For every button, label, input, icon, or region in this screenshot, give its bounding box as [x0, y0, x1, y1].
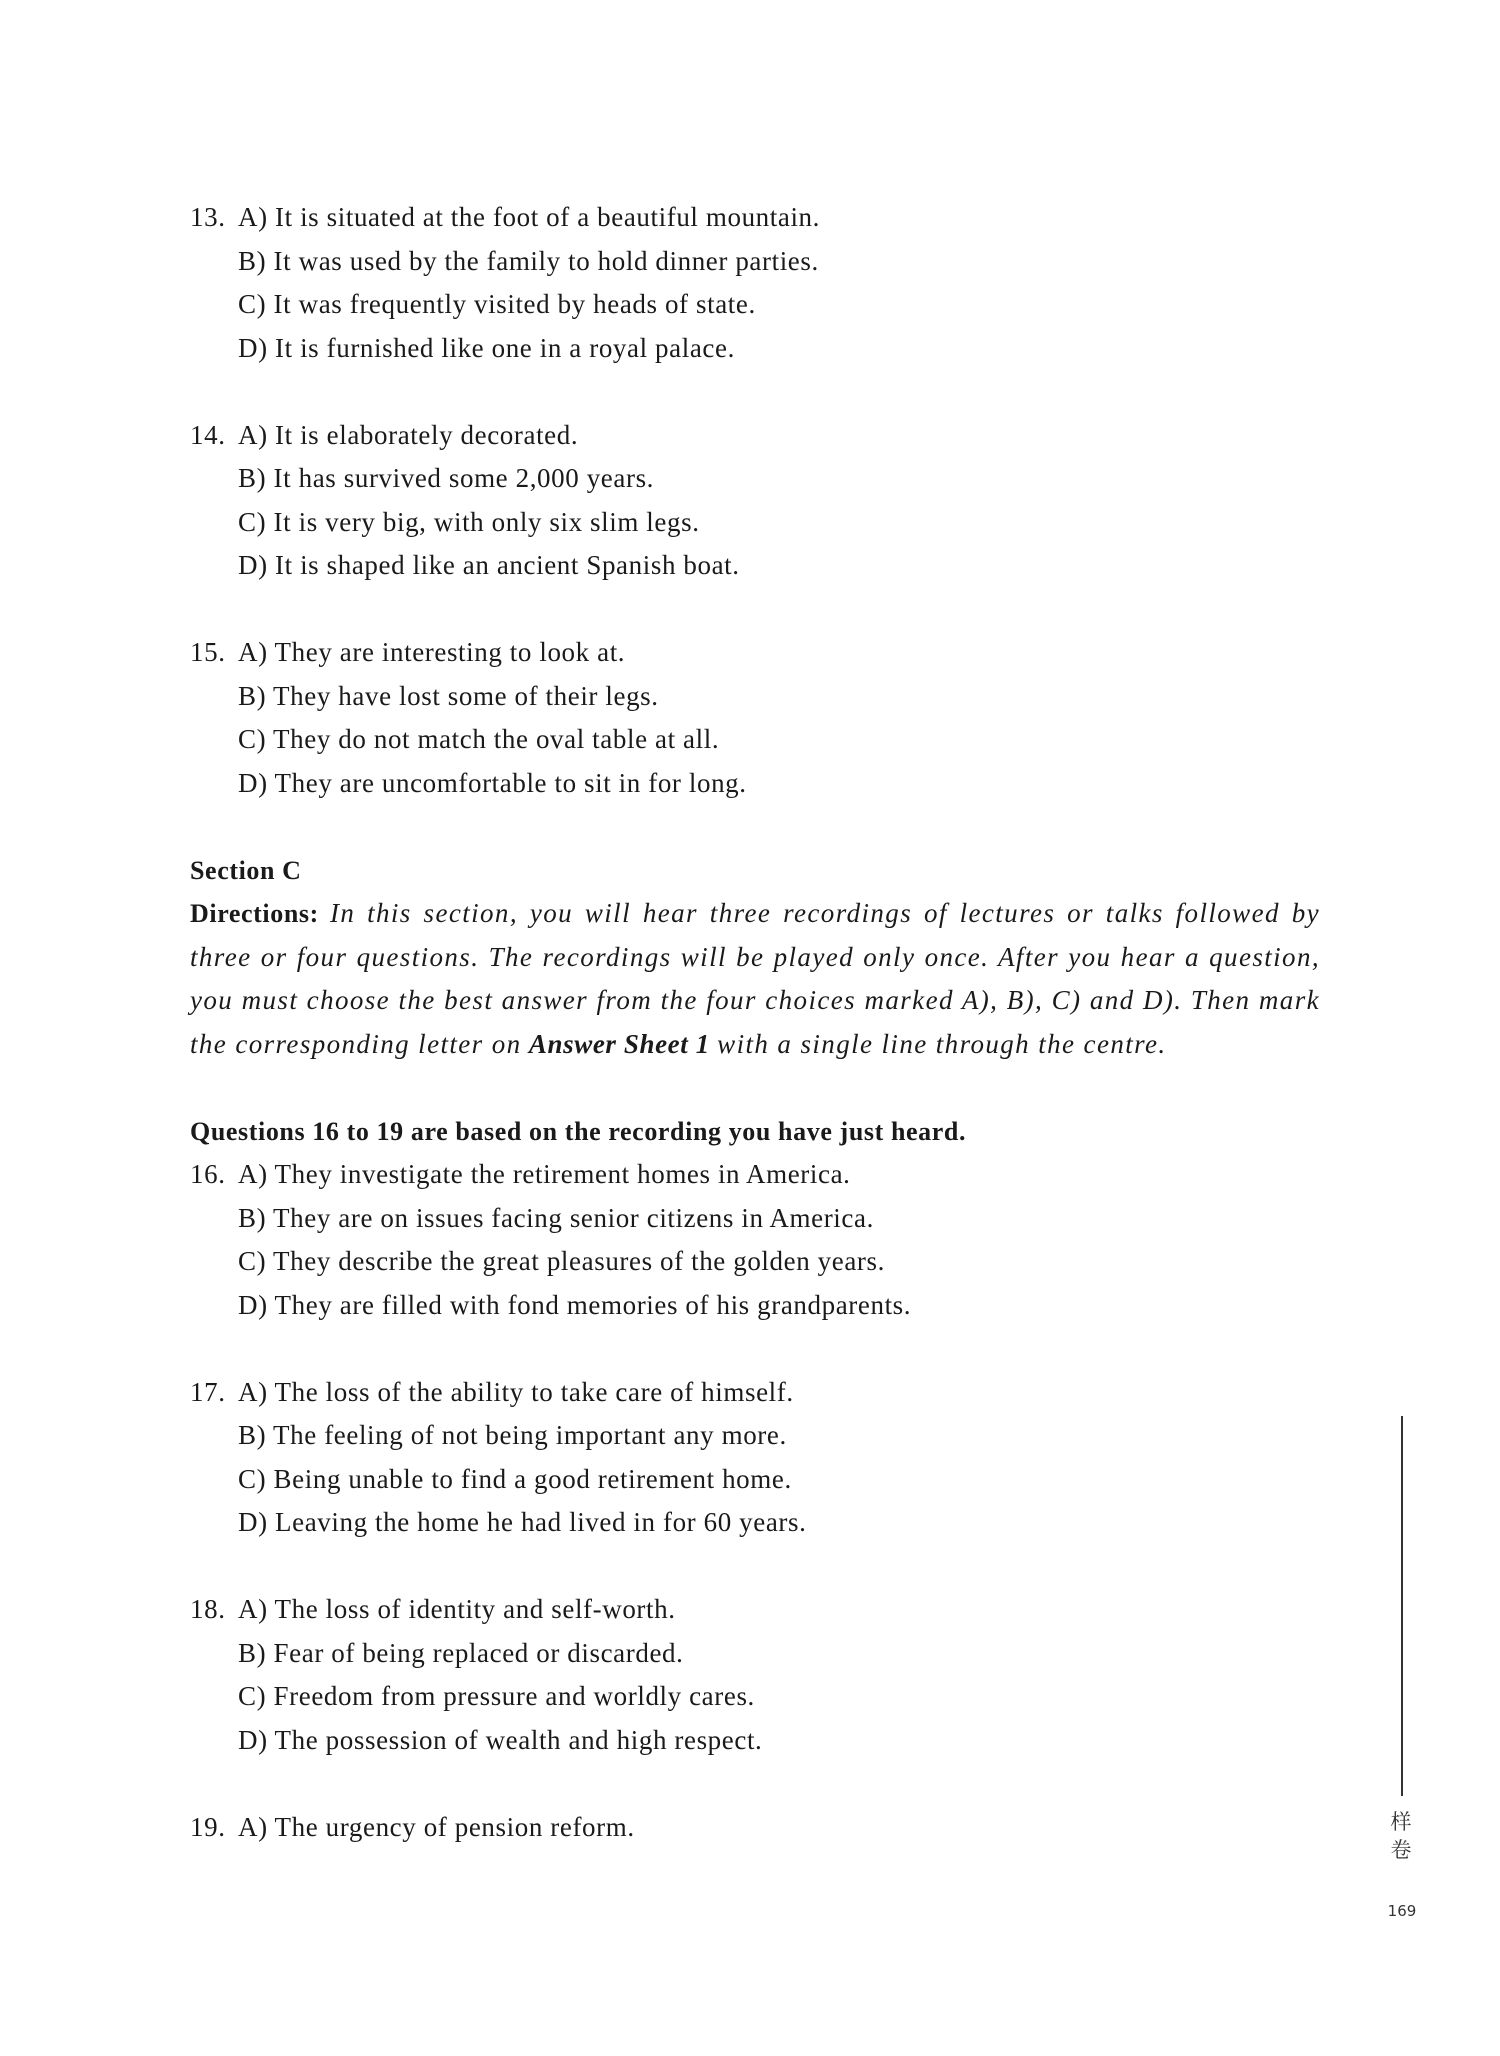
question-line: [190, 414, 1320, 458]
option-a: A) It is situated at the foot of a beautiful mountain.: [238, 202, 821, 232]
option-b: B) Fear of being replaced or discarded.: [238, 1637, 684, 1668]
directions-text-2: with a single line through the centre.: [717, 1028, 1167, 1059]
question-19: [190, 1806, 1320, 1850]
option-d: D) They are filled with fond memories of his grandparents.: [238, 1289, 912, 1320]
question-number: 14.: [190, 419, 226, 450]
option-c: C) It was frequently visited by heads of state.: [238, 289, 756, 319]
option-a: A) It is elaborately decorated.: [238, 419, 579, 450]
question-line: [190, 196, 1320, 240]
directions-text-1: In this section, you will hear three recordings of lectures or talks followed by three or four questions. The recordings will be played only once. After you hear a question, you must choose the best answer from the four choices marked A), B), C) and D). Then mark the corresponding letter on: [190, 898, 1320, 1059]
question-number: 18.: [190, 1594, 226, 1624]
question-line: [190, 631, 1320, 675]
option-d: D) Leaving the home he had lived in for 60 years.: [238, 1507, 807, 1537]
option-c: C) Freedom from pressure and worldly cares.: [238, 1681, 755, 1711]
question-line: [190, 1806, 1320, 1850]
option-d: D) They are uncomfortable to sit in for long.: [238, 767, 747, 798]
option-b: B) It has survived some 2,000 years.: [238, 463, 655, 493]
option-b: B) It was used by the family to hold dinner parties.: [238, 245, 819, 276]
side-label-char: 卷: [1390, 1838, 1412, 1862]
option-a: A) They investigate the retirement homes in America.: [238, 1159, 851, 1189]
option-c: C) Being unable to find a good retirement home.: [238, 1463, 792, 1494]
option-c: C) It is very big, with only six slim legs.: [238, 506, 700, 537]
question-15: [190, 631, 1320, 805]
option-a: A) The loss of identity and self-worth.: [238, 1594, 676, 1624]
option-b: B) They are on issues facing senior citizens in America.: [238, 1202, 874, 1233]
question-16: [190, 1153, 1320, 1327]
question-number: 15.: [190, 637, 226, 667]
side-label-char: 样: [1390, 1810, 1412, 1834]
page-content: [190, 196, 1320, 1893]
option-c: C) They do not match the oval table at all.: [238, 724, 720, 754]
question-13: [190, 196, 1320, 370]
directions-paragraph: [190, 892, 1320, 1066]
directions-label: Directions:: [190, 899, 319, 928]
question-line: [190, 1588, 1320, 1632]
question-line: [190, 1371, 1320, 1415]
question-18: [190, 1588, 1320, 1762]
option-d: D) It is shaped like an ancient Spanish boat.: [238, 550, 740, 580]
question-14: [190, 414, 1320, 588]
question-line: [190, 1153, 1320, 1197]
sample-paper-label: [1385, 1808, 1417, 1864]
option-b: B) The feeling of not being important any more.: [238, 1420, 787, 1450]
option-a: A) The urgency of pension reform.: [238, 1811, 635, 1842]
page-number: 169: [1387, 1902, 1417, 1920]
option-b: B) They have lost some of their legs.: [238, 680, 659, 711]
section-c-title: Section C: [190, 855, 302, 885]
option-a: A) They are interesting to look at.: [238, 637, 626, 667]
option-d: D) The possession of wealth and high respect.: [238, 1724, 763, 1755]
question-number: 16.: [190, 1159, 226, 1189]
question-17: [190, 1371, 1320, 1545]
option-d: D) It is furnished like one in a royal palace.: [238, 332, 735, 363]
option-c: C) They describe the great pleasures of the golden years.: [238, 1246, 885, 1276]
option-a: A) The loss of the ability to take care of himself.: [238, 1376, 794, 1407]
question-number: 17.: [190, 1376, 226, 1407]
question-number: 19.: [190, 1811, 226, 1842]
answer-sheet-label: Answer Sheet 1: [528, 1028, 710, 1059]
question-group-title: Questions 16 to 19 are based on the recording you have just heard.: [190, 1116, 967, 1146]
side-divider-line: [1401, 1416, 1403, 1796]
question-number: 13.: [190, 202, 226, 232]
